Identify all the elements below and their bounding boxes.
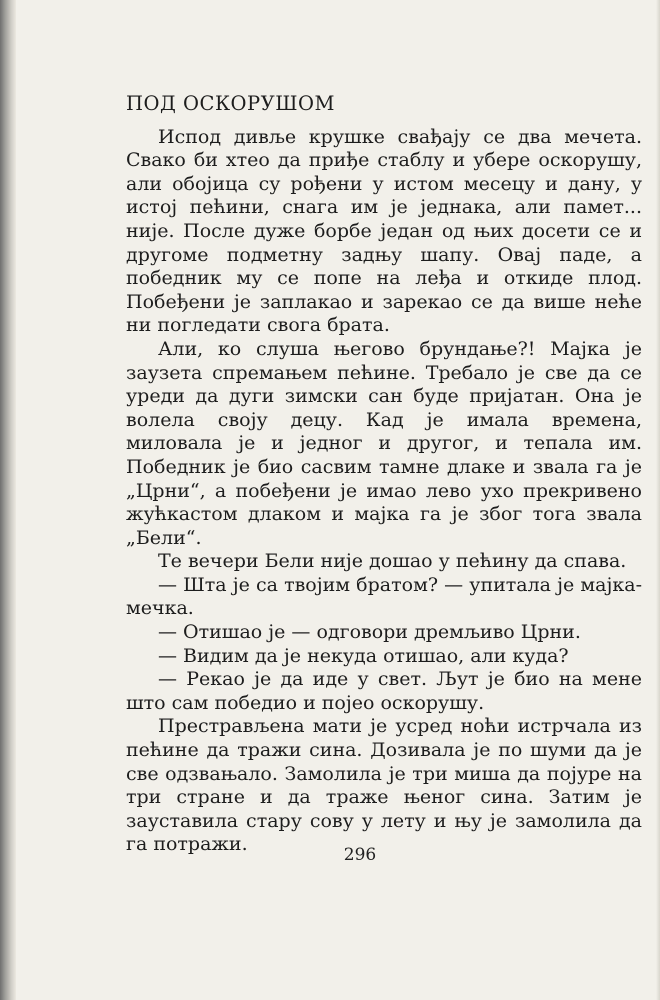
paragraph: Али, ко слуша његово брундање?! Мајка је заузета спремањем пећине. Требало је све да се уреди да дуги зимски сан буде пријатан. Она је волела своју децу. Кад је имала времена, миловала је и једног и другог, и тепала им. Победник је био сасвим тамне длаке и звала га је „Црни“, а побеђени је имао лево ухо прекривено жућкастом длаком и мајка га је због тога звала „Бели“. (126, 337, 642, 549)
paragraph: Те вечери Бели није дошао у пећину да спава. (158, 550, 627, 573)
dialog-line: — Рекао је да иде у свет. Љут је био на мене што сам победио и појео оскорушу. (126, 668, 642, 714)
chapter-title: ПОД ОСКОРУШОМ (126, 92, 335, 115)
dialog-line: — Видим да је некуда отишао, али куда? (158, 644, 569, 667)
paragraph: Престрављена мати је усред ноћи истрчала из пећине да тражи сина. Дозивала је по шуми да је све одзвањало. Замолила је три миша да појуре на три стране и да траже њеног сина. Затим је зауставила стару сову у лету и њу је замолила да га потражи. (126, 715, 642, 856)
page-number: 296 (343, 845, 377, 865)
page-text-block (126, 92, 642, 857)
dialog-line: — Шта је са твојим братом? — упитала је мајка-мечка. (126, 573, 642, 620)
paragraph: Испод дивље крушке свађају се два мечета. Свако би хтео да приђе стаблу и убере оскорушу, али обојица су рођени у истом месецу и дану, у истој пећини, снага им је једнака, али памет... није. После дуже борбе један од њих досети се и другоме подметну задњу шапу. Овај паде, а победник му се попе на леђа и откиде плод. Побеђени је заплакао и зарекао се да више неће ни погледати свога брата. (126, 125, 642, 337)
dialog-line: — Отишао је — одговори дремљиво Црни. (158, 621, 581, 644)
